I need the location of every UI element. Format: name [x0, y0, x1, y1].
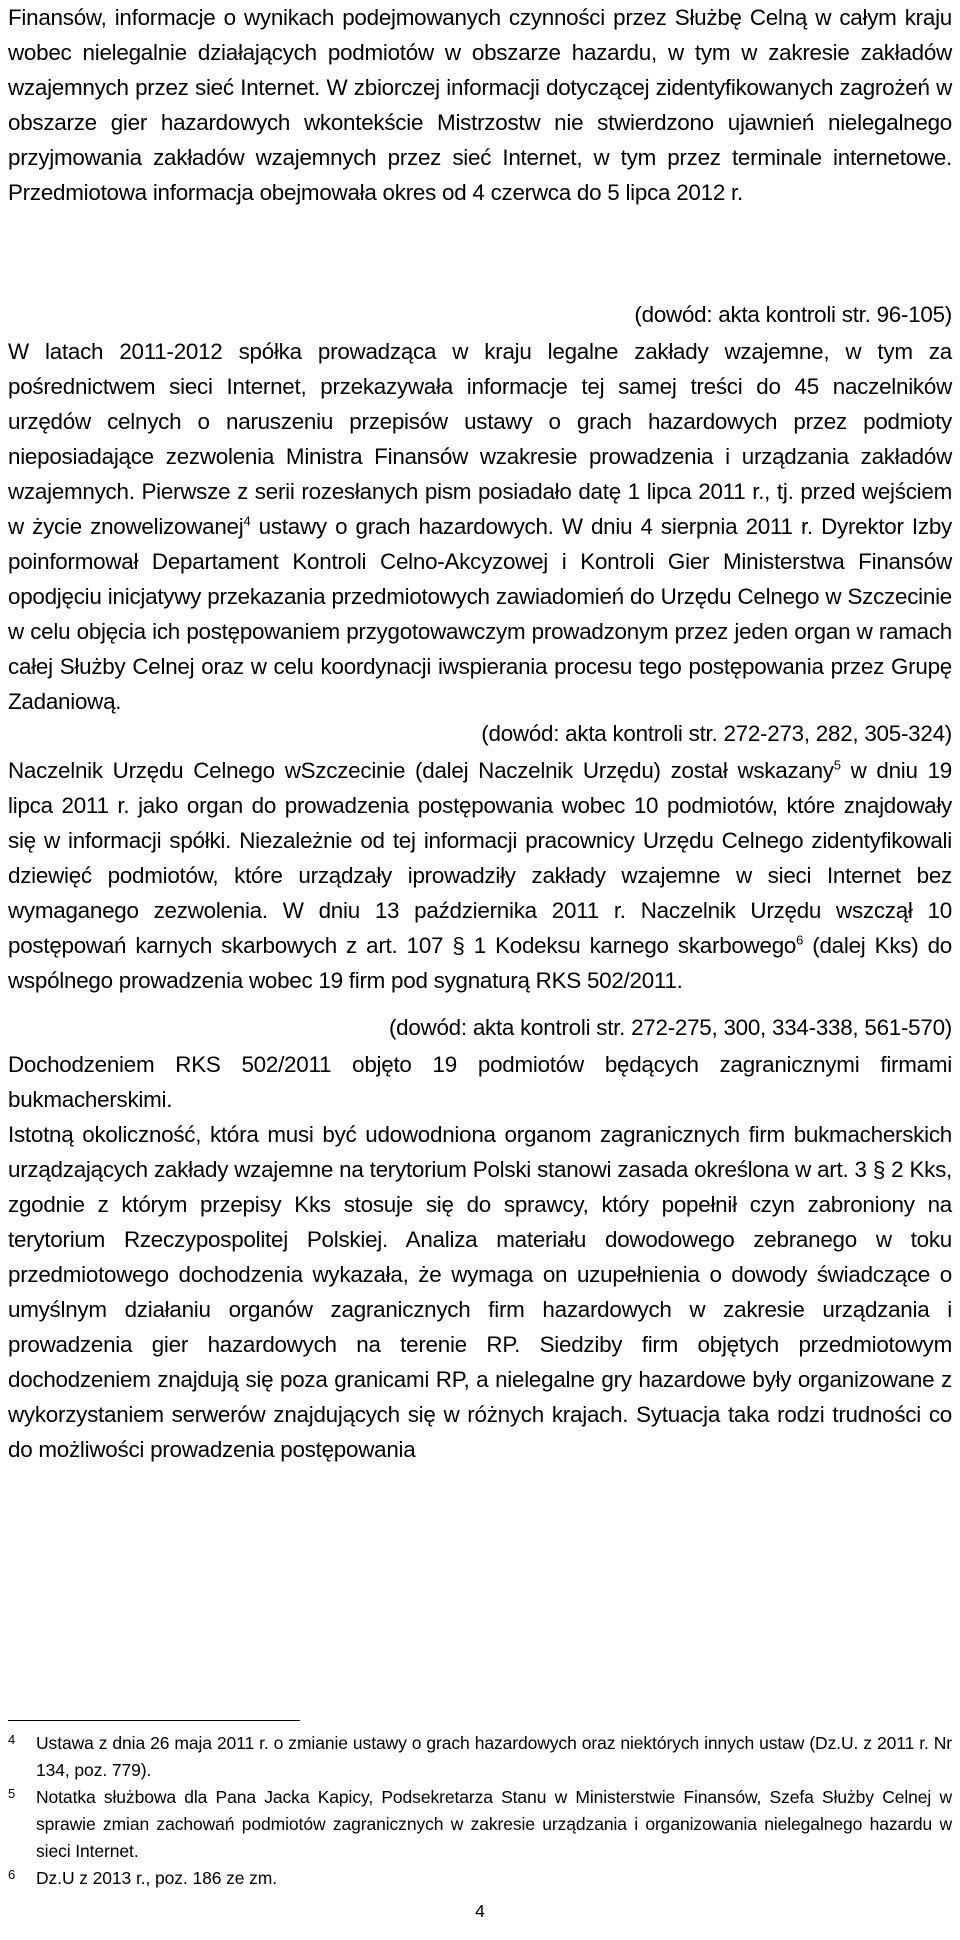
paragraph-text: W latach 2011-2012 spółka prowadząca w kraju legalne zakłady wzajemne, w tym za pośrednictwem sieci Internet, przekazywała informacje tej samej treści do 45 naczelników urzędów celnych o naruszeniu przepisów ustawy o grach hazardowych przez podmioty nieposiadające zezwolenia Ministra Finansów wzakresie prowadzenia i urządzania zakładów wzajemnych. Pierwsze z serii rozesłanych pism posiadało datę 1 lipca 2011 r., tj. przed wejściem w życie znowelizowanej [8, 339, 952, 539]
footnote-number: 4 [8, 1732, 16, 1747]
footnote-marker: 5 [833, 757, 841, 773]
paragraph-company-reports [8, 334, 952, 719]
footnote-item [8, 1784, 952, 1865]
footnote-marker: 6 [796, 932, 804, 948]
paragraph-text: w dniu 19 lipca 2011 r. jako organ do prowadzenia postępowania wobec 10 podmiotów, które znajdowały się w informacji spółki. Niezależnie od tej informacji pracownicy Urzędu Celnego zidentyfikowali dziewięć podmiotów, które urządzały iprowadziły zakłady wzajemne w sieci Internet bez wymaganego zezwolenia. W dniu 13 października 2011 r. Naczelnik Urzędu wszczął 10 postępowań karnych skarbowych z art. 107 § 1 Kodeksu karnego skarbowego [8, 758, 952, 958]
footnote-marker: 4 [243, 513, 251, 529]
footnote-number: 6 [8, 1867, 16, 1882]
evidence-reference: (dowód: akta kontroli str. 272-275, 300, 334-338, 561-570) [388, 1015, 952, 1040]
paragraph-investigation: Dochodzeniem RKS 502/2011 objęto 19 podmiotów będących zagranicznymi firmami bukmacherskimi. [8, 1052, 952, 1112]
paragraph-text: (dalej Kks) do wspólnego prowadzenia wobec 19 firm pod sygnaturą RKS 502/2011. [8, 933, 952, 993]
evidence-reference: (dowód: akta kontroli str. 96-105) [634, 302, 952, 327]
footnote-text: Dz.U z 2013 r., poz. 186 ze zm. [36, 1868, 278, 1888]
paragraph-customs-office [8, 753, 952, 998]
document-page [8, 0, 952, 1940]
paragraph-key-circumstance: Istotną okoliczność, która musi być udowodniona organom zagranicznych firm bukmacherskich urządzających zakłady wzajemne na terytorium Polski stanowi zasada określona w art. 3 § 2 Kks, zgodnie z którym przepisy Kks stosuje się do sprawcy, który popełnił czyn zabroniony na terytorium Rzeczypospolitej Polskiej. Analiza materiału dowodowego zebranego w toku przedmiotowego dochodzenia wykazała, że wymaga on uzupełnienia o dowody świadczące o umyślnym działaniu organów zagranicznych firm hazardowych w zakresie urządzania i prowadzenia gier hazardowych na terenie RP. Siedziby firm objętych przedmiotowym dochodzeniem znajdują się poza granicami RP, a nielegalne gry hazardowe były organizowane z wykorzystaniem serwerów znajdujących się w różnych krajach. Sytuacja taka rodzi trudności co do możliwości prowadzenia postępowania [8, 1122, 952, 1462]
page-number: 4 [475, 1901, 485, 1921]
footnote-separator [8, 1720, 300, 1721]
evidence-reference: (dowód: akta kontroli str. 272-273, 282, 305-324) [481, 721, 952, 746]
paragraph-text: Naczelnik Urzędu Celnego wSzczecinie (dalej Naczelnik Urzędu) został wskazany [8, 758, 834, 783]
footnote-item [8, 1865, 952, 1892]
footnote-number: 5 [8, 1786, 16, 1801]
paragraph-finance-info: Finansów, informacje o wynikach podejmowanych czynności przez Służbę Celną w całym kraju wobec nielegalnie działających podmiotów w obszarze hazardu, w tym w zakresie zakładów wzajemnych przez sieć Internet. W zbiorczej informacji dotyczącej zidentyfikowanych zagrożeń w obszarze gier hazardowych wkontekście Mistrzostw nie stwierdzono ujawnień nielegalnego przyjmowania zakładów wzajemnych przez sieć Internet, w tym przez terminale internetowe. Przedmiotowa informacja obejmowała okres od 4 czerwca do 5 lipca 2012 r. [8, 5, 952, 205]
footnotes [8, 1730, 952, 1892]
footnote-item [8, 1730, 952, 1784]
footnote-text: Notatka służbowa dla Pana Jacka Kapicy, Podsekretarza Stanu w Ministerstwie Finansów, Szefa Służby Celnej w sprawie zmian zachowań podmiotów zagranicznych w zakresie urządzania i organizowania nielegalnego hazardu w sieci Internet. [36, 1787, 952, 1861]
paragraph-text: ustawy o grach hazardowych. W dniu 4 sierpnia 2011 r. Dyrektor Izby poinformował Departament Kontroli Celno-Akcyzowej i Kontroli Gier Ministerstwa Finansów opodjęciu inicjatywy przekazania przedmiotowych zawiadomień do Urzędu Celnego w Szczecinie w celu objęcia ich postępowaniem przygotowawczym prowadzonym przez jeden organ w ramach całej Służby Celnej oraz w celu koordynacji iwspierania procesu tego postępowania przez Grupę Zadaniową. [8, 514, 952, 714]
footnote-text: Ustawa z dnia 26 maja 2011 r. o zmianie ustawy o grach hazardowych oraz niektórych innych ustaw (Dz.U. z 2011 r. Nr 134, poz. 779). [36, 1733, 952, 1780]
